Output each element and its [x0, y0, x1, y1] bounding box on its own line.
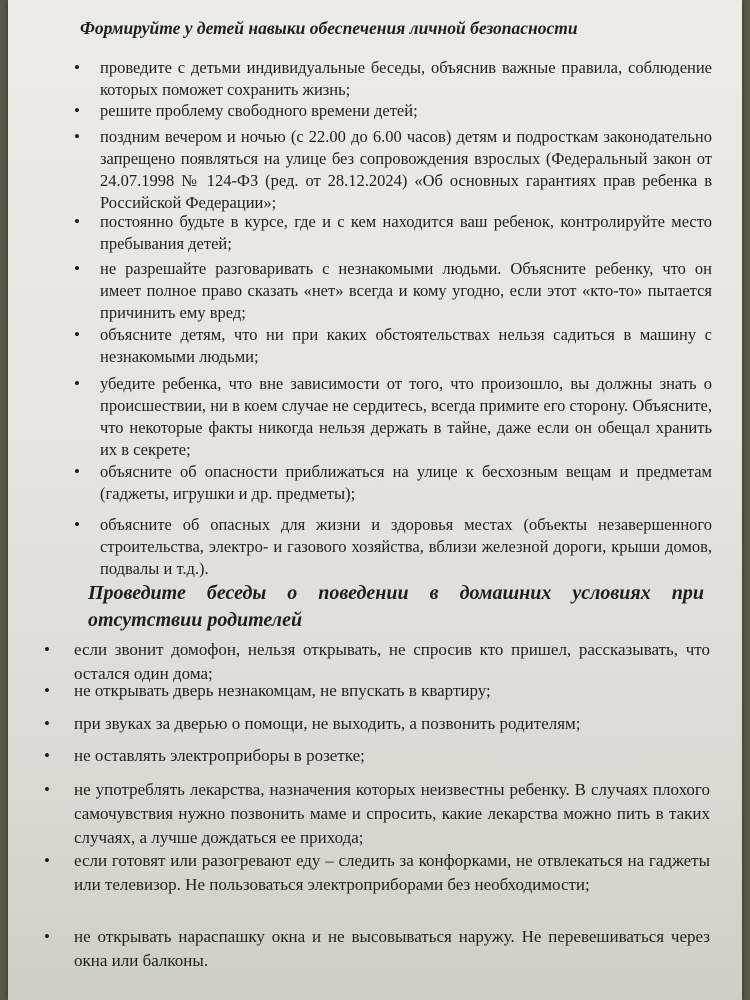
list-item-text: объясните об опасности приближаться на улице к бесхозным вещам и предметам (гаджеты, игрушки и др. предметы);: [100, 462, 712, 503]
bullet-icon: •: [44, 851, 50, 870]
list-item-text: при звуках за дверью о помощи, не выходить, а позвонить родителям;: [74, 714, 581, 733]
bullet-icon: •: [74, 127, 80, 146]
list-item: [74, 373, 712, 461]
bullet-icon: •: [74, 259, 80, 278]
bullet-icon: •: [74, 374, 80, 393]
bullet-icon: •: [44, 746, 50, 765]
bullet-icon: •: [44, 780, 50, 799]
list-item-text: не употреблять лекарства, назначения которых неизвестны ребенку. В случаях плохого самочувствия нужно позвонить маме и спросить, какие лекарства можно пить в таких случаях, а лучше дождаться ее прихода;: [74, 780, 710, 847]
list-item-text: постоянно будьте в курсе, где и с кем находится ваш ребенок, контролируйте место пребывания детей;: [100, 212, 712, 253]
list-item-text: если готовят или разогревают еду – следить за конфорками, не отвлекаться на гаджеты или телевизор. Не пользоваться электроприборами без необходимости;: [74, 851, 710, 894]
list-item-text: решите проблему свободного времени детей;: [100, 101, 418, 120]
list-item-text: объясните детям, что ни при каких обстоятельствах нельзя садиться в машину с незнакомыми людьми;: [100, 325, 712, 366]
list-item: [44, 778, 710, 850]
list-item: [74, 461, 712, 505]
list-item-text: убедите ребенка, что вне зависимости от того, что произошло, вы должны знать о происшествии, ни в коем случае не сердитесь, всегда примите его сторону. Объясните, что некоторые факты никогда нельзя держать в тайне, даже если он обещал хранить их в секрете;: [100, 374, 712, 459]
list-item-text: поздним вечером и ночью (с 22.00 до 6.00 часов) детям и подросткам законодательно запрещено появляться на улице без сопровождения взрослых (Федеральный закон от 24.07.1998 № 124-ФЗ (ред. от 28.12.2024) «Об основных гарантиях прав ребенка в Российской Федерации»;: [100, 127, 712, 212]
list-item-text: если звонит домофон, нельзя открывать, не спросив кто пришел, рассказывать, что остался один дома;: [74, 640, 710, 683]
bullet-icon: •: [74, 515, 80, 534]
list-item: [74, 100, 712, 122]
bullet-icon: •: [74, 101, 80, 120]
list-item: [44, 712, 710, 736]
list-item: [74, 324, 712, 368]
bullet-icon: •: [44, 640, 50, 659]
list-item: [44, 925, 710, 973]
document-page: [8, 0, 742, 1000]
list-item: [44, 679, 710, 703]
list-item-text: не открывать дверь незнакомцам, не впускать в квартиру;: [74, 681, 491, 700]
list-item-text: не открывать нараспашку окна и не высовываться наружу. Не перевешиваться через окна или балконы.: [74, 927, 710, 970]
bullet-icon: •: [74, 325, 80, 344]
bullet-icon: •: [74, 212, 80, 231]
list-item-text: не оставлять электроприборы в розетке;: [74, 746, 365, 765]
bullet-icon: •: [44, 714, 50, 733]
list-item: [74, 211, 712, 255]
list-item-text: проведите с детьми индивидуальные беседы, объяснив важные правила, соблюдение которых поможет сохранить жизнь;: [100, 58, 712, 99]
list-item: [74, 57, 712, 101]
list-item: [44, 744, 710, 768]
list-item: [74, 258, 712, 324]
list-item-text: не разрешайте разговаривать с незнакомыми людьми. Объясните ребенку, что он имеет полное право сказать «нет» всегда и кому угодно, если этот «кто-то» пытается причинить ему вред;: [100, 259, 712, 322]
list-item: [44, 849, 710, 897]
list-item: [74, 514, 712, 580]
section-heading-home-behavior: Проведите беседы о поведении в домашних условиях при отсутствии родителей: [88, 582, 704, 631]
list-item: [74, 126, 712, 214]
section-heading-personal-safety: Формируйте у детей навыки обеспечения личной безопасности: [80, 18, 578, 38]
bullet-icon: •: [44, 927, 50, 946]
bullet-icon: •: [74, 462, 80, 481]
bullet-icon: •: [44, 681, 50, 700]
list-item-text: объясните об опасных для жизни и здоровья местах (объекты незавершенного строительства, электро- и газового хозяйства, вблизи железной дороги, крыши домов, подвалы и т.д.).: [100, 515, 712, 578]
bullet-icon: •: [74, 58, 80, 77]
